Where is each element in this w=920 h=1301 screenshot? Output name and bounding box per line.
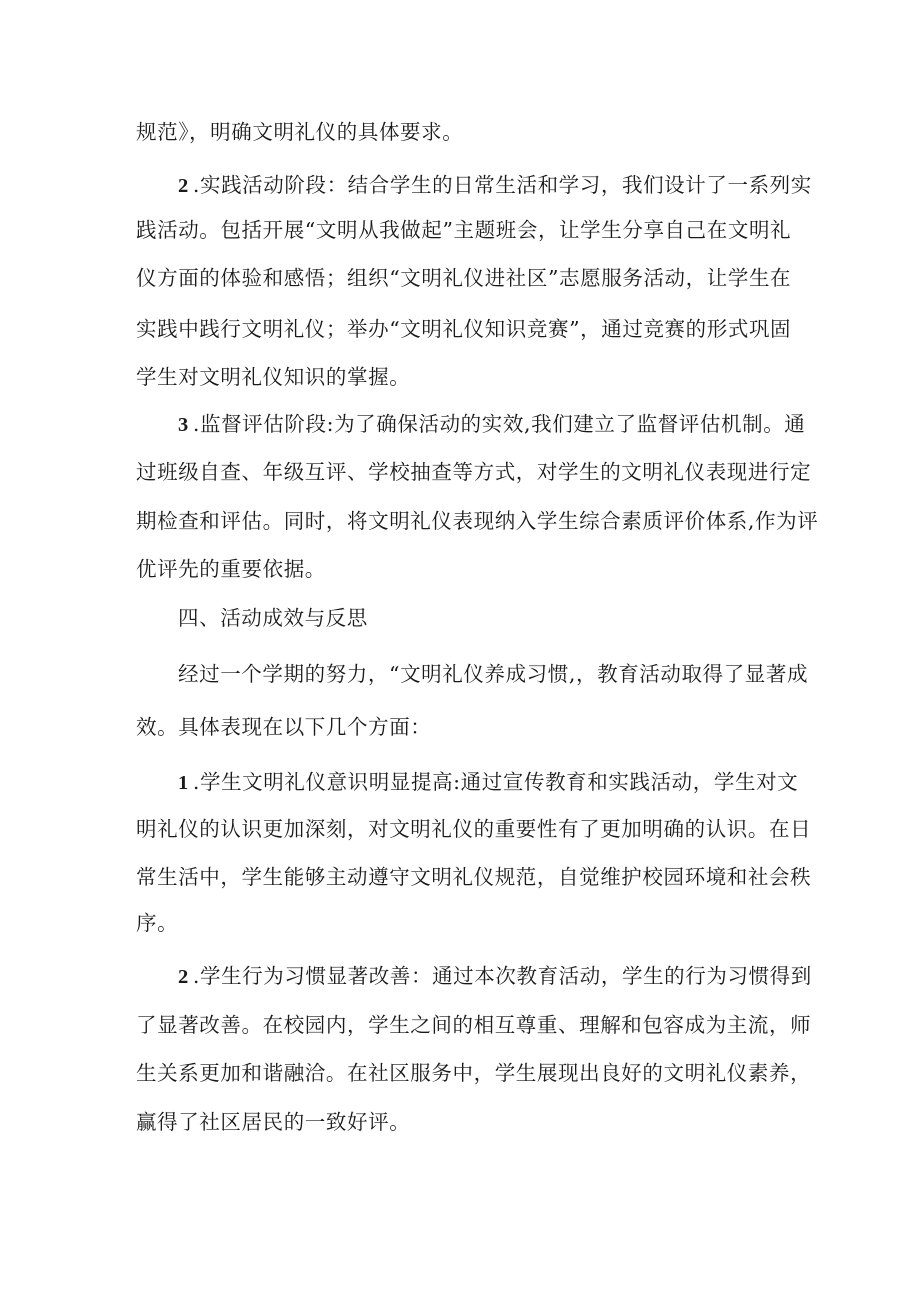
text-line: 效。具体表现在以下几个方面：	[136, 715, 432, 739]
text-line: 学生对文明礼仪知识的掌握。	[136, 365, 411, 389]
section-heading: 四、活动成效与反思	[178, 606, 368, 630]
text-line: 践活动。包括开展“文明从我做起”主题班会，让学生分享自己在文明礼	[136, 218, 792, 242]
text-line: 生关系更加和谐融洽。在社区服务中，学生展现出良好的文明礼仪素养，	[136, 1061, 812, 1085]
text-line: 序。	[136, 911, 179, 935]
text-line: 赢得了社区居民的一致好评。	[136, 1110, 411, 1134]
text-line: 规范》，明确文明礼仪的具体要求。	[136, 120, 464, 144]
text-line: 过班级自查、年级互评、学校抽查等方式，对学生的文明礼仪表现进行定	[136, 460, 812, 484]
text-line: 经过一个学期的努力，“文明礼仪养成习惯,，教育活动取得了显著成	[178, 662, 809, 686]
list-item-behavior: 2 .学生行为习惯显著改善：通过本次教育活动，学生的行为习惯得到	[178, 964, 812, 988]
text-line: 优评先的重要依据。	[136, 557, 326, 581]
item-number: 3	[178, 414, 189, 436]
list-item-supervision: 3 .监督评估阶段:为了确保活动的实效,我们建立了监督评估机制。通	[178, 412, 806, 436]
text-line: 实践中践行文明礼仪；举办“文明礼仪知识竞赛”，通过竞赛的形式巩固	[136, 317, 792, 341]
text-line: 明礼仪的认识更加深刻，对文明礼仪的重要性有了更加明确的认识。在日	[136, 817, 812, 841]
text-line: 期检查和评估。同时，将文明礼仪表现纳入学生综合素质评价体系,作为评	[136, 509, 819, 533]
item-number: 1	[178, 772, 189, 794]
text-line: 仪方面的体验和感悟；组织“文明礼仪进社区”志愿服务活动，让学生在	[136, 266, 792, 290]
item-number: 2	[178, 175, 189, 197]
text-line: 了显著改善。在校园内，学生之间的相互尊重、理解和包容成为主流，师	[136, 1013, 812, 1037]
list-item-awareness: 1 .学生文明礼仪意识明显提高:通过宣传教育和实践活动，学生对文	[178, 770, 799, 794]
list-item-practice: 2 .实践活动阶段：结合学生的日常生活和学习，我们设计了一系列实	[178, 173, 812, 197]
item-number: 2	[178, 966, 189, 988]
text-line: 常生活中，学生能够主动遵守文明礼仪规范，自觉维护校园环境和社会秩	[136, 865, 812, 889]
